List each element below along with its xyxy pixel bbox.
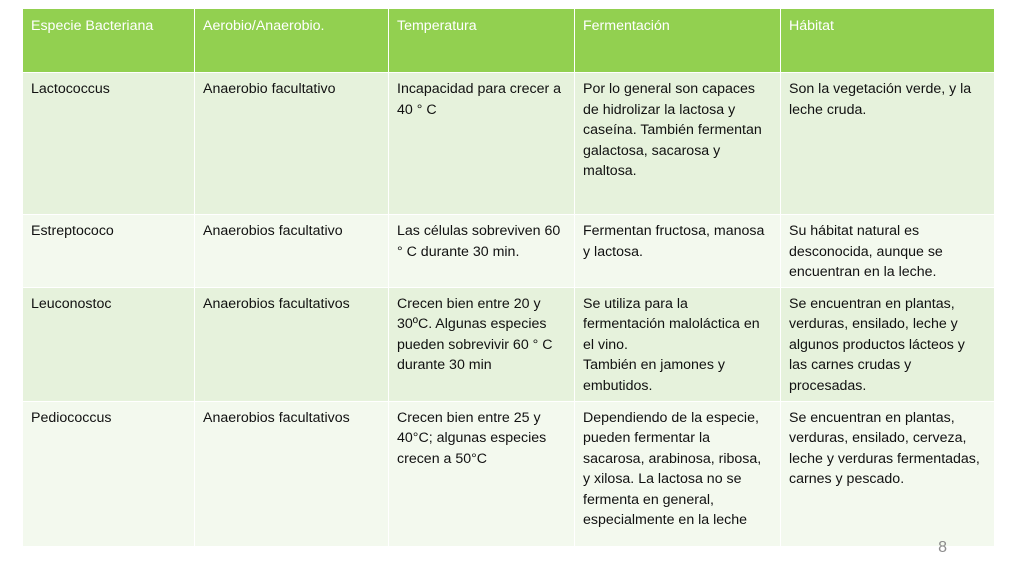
table-row (23, 73, 995, 215)
header-fermentacion: Fermentación (575, 9, 781, 73)
cell-aerobio: Anaerobios facultativos (195, 287, 389, 401)
cell-temperatura: Incapacidad para crecer a 40 ° C (389, 73, 575, 215)
header-especie: Especie Bacteriana (23, 9, 195, 73)
header-temperatura: Temperatura (389, 9, 575, 73)
cell-fermentacion: Dependiendo de la especie, pueden fermentar la sacarosa, arabinosa, ribosa, y xilosa. La lactosa no se fermenta en general, especialmente en la leche (575, 401, 781, 546)
table-row (23, 215, 995, 288)
cell-fermentacion: Por lo general son capaces de hidrolizar la lactosa y caseína. También fermentan galactosa, sacarosa y maltosa. (575, 73, 781, 215)
page-number: 8 (938, 539, 947, 556)
cell-aerobio: Anaerobios facultativo (195, 215, 389, 288)
table-header-row (23, 9, 995, 73)
cell-especie: Pediococcus (23, 401, 195, 546)
cell-especie: Estreptococo (23, 215, 195, 288)
cell-especie: Lactococcus (23, 73, 195, 215)
cell-temperatura: Crecen bien entre 25 y 40°C; algunas especies crecen a 50°C (389, 401, 575, 546)
cell-fermentacion (575, 287, 781, 401)
cell-fermentacion-line-1: Se utiliza para la fermentación maloláctica en el vino. (583, 295, 760, 353)
header-aerobio: Aerobio/Anaerobio. (195, 9, 389, 73)
cell-fermentacion-line-2: También en jamones y embutidos. (583, 357, 725, 394)
cell-aerobio: Anaerobios facultativos (195, 401, 389, 546)
cell-aerobio: Anaerobio facultativo (195, 73, 389, 215)
table-row (23, 401, 995, 546)
cell-habitat: Su hábitat natural es desconocida, aunque se encuentran en la leche. (781, 215, 995, 288)
table-row (23, 287, 995, 401)
bacteria-table (22, 8, 995, 547)
cell-habitat: Se encuentran en plantas, verduras, ensilado, leche y algunos productos lácteos y las carnes crudas y procesadas. (781, 287, 995, 401)
cell-habitat: Son la vegetación verde, y la leche cruda. (781, 73, 995, 215)
cell-fermentacion: Fermentan fructosa, manosa y lactosa. (575, 215, 781, 288)
cell-especie: Leuconostoc (23, 287, 195, 401)
bacteria-table-container (22, 8, 994, 547)
cell-habitat: Se encuentran en plantas, verduras, ensilado, cerveza, leche y verduras fermentadas, carnes y pescado. (781, 401, 995, 546)
header-habitat: Hábitat (781, 9, 995, 73)
cell-temperatura: Las células sobreviven 60 ° C durante 30 min. (389, 215, 575, 288)
cell-temperatura: Crecen bien entre 20 y 30ºC. Algunas especies pueden sobrevivir 60 ° C durante 30 min (389, 287, 575, 401)
